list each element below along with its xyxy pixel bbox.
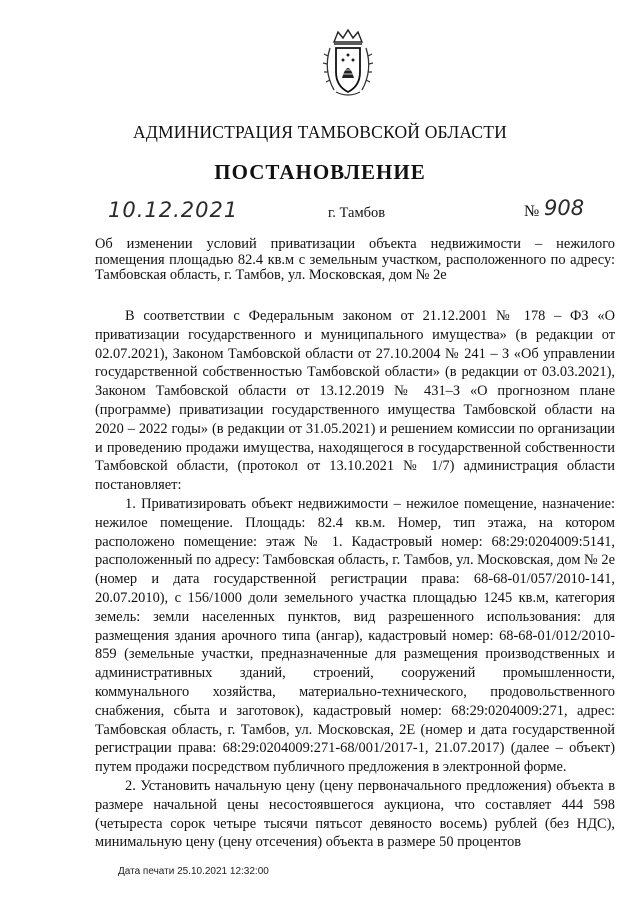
document-type-heading: ПОСТАНОВЛЕНИЕ: [214, 160, 426, 184]
city-label: г. Тамбов: [328, 205, 386, 221]
print-date-footer: Дата печати 25.10.2021 12:32:00: [118, 866, 269, 877]
coat-of-arms-emblem: [322, 28, 374, 100]
number-label: №: [524, 203, 540, 220]
document-date: 10.12.2021: [108, 198, 239, 222]
organization-title: АДМИНИСТРАЦИЯ ТАМБОВСКОЙ ОБЛАСТИ: [133, 122, 507, 142]
preamble-paragraph: В соответствии с Федеральным законом от 21.12.2001 № 178 – ФЗ «О приватизации государственного и муниципального имущества» (в редакции от 02.07.2021), Законом Тамбовской области от 27.10.2004 № 241 – З «Об управлении государственной собственностью Тамбовской области» (в редакции от 03.03.2021), Законом Тамбовской области от 13.12.2019 № 431–З «О прогнозном плане (программе) приватизации государственного имущества Тамбовской области на 2020 – 2022 годы» (в редакции от 31.05.2021) и решением комиссии по организации и проведению продажи имущества, находящегося в государственной собственности Тамбовской области, (протокол от 13.10.2021 № 1/7) администрация области постановляет:: [95, 308, 615, 494]
clause-2-paragraph: 2. Установить начальную цену (цену первоначального предложения) объекта в размере начальной цены несостоявшегося аукциона, что составляет 444 598 (четыреста сорок четыре тысячи пятьсот девяносто восемь) рублей (без НДС), минимальную цену (цену отсечения) объекта в размере 50 процентов: [95, 777, 615, 851]
document-subject: Об изменении условий приватизации объекта недвижимости – нежилого помещения площадью 82.4 кв.м с земельным участком, расположенного по адресу: Тамбовская область, г. Тамбов, ул. Московская, дом № 2е: [95, 236, 615, 283]
clause-1-paragraph: 1. Приватизировать объект недвижимости – нежилое помещение, назначение: нежилое помещение. Площадь: 82.4 кв.м. Номер, тип этажа, на котором расположено помещение: этаж № 1. Кадастровый номер: 68:29:0204009:5141, расположенный по адресу: Тамбовская область, г. Тамбов, ул. Московская, дом № 2е (номер и дата государственной регистрации права: 68-68-01/057/2010-141, 20.07.2010), с 156/1000 доли земельного участка площадью 1245 кв.м, категория земель: земли населенных пунктов, вид разрешенного использования: для размещения здания арочного типа (ангар), кадастровый номер: 68-68-01/012/2010-859 (земельные участки, предназначенные для размещения производственных и административных зданий, строений, сооружений промышленности, коммунального хозяйства, материально-технического, продовольственного снабжения, сбыта и заготовок), кадастровый номер: 68:29:0204009:271, адрес: Тамбовская область, г. Тамбов, ул. Московская, 2Е (номер и дата государственной регистрации права: 68:29:0204009:271-68/001/2017-1, 21.07.2017) (далее – объект) путем продажи посредством публичного предложения в электронной форме.: [95, 495, 615, 776]
document-number: 908: [544, 196, 585, 220]
document-body: [95, 307, 615, 852]
